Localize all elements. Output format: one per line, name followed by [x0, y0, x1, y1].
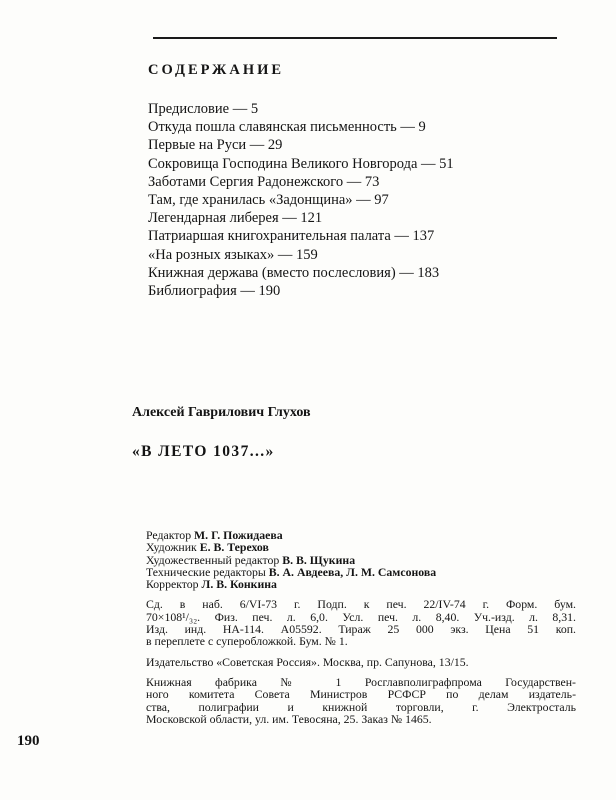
author-name: Алексей Гаврилович Глухов: [132, 405, 311, 420]
toc-heading: СОДЕРЖАНИЕ: [148, 62, 285, 78]
print-detail-line: в переплете с суперобложкой. Бум. № 1.: [146, 634, 348, 649]
printer-info: [146, 676, 576, 725]
page-number: 190: [17, 733, 40, 749]
credit-person: М. Г. Пожидаева: [194, 528, 283, 542]
toc-item: Там, где хранилась «Задонщина» — 97: [148, 192, 389, 209]
credit-label: Художник: [146, 540, 200, 555]
credit-person: В. А. Авдеева, Л. М. Самсонова: [268, 564, 437, 579]
toc-item: Библиография — 190: [148, 283, 281, 300]
print-detail-line: Сд. в наб. 6/VI-73 г. Подп. к печ. 22/IV-74 г. Форм. бум.: [146, 597, 576, 612]
toc-item: Первые на Руси — 29: [148, 137, 283, 154]
toc-item: Патриаршая книгохранительная палата — 137: [148, 228, 435, 245]
toc-item: Заботами Сергия Радонежского — 73: [148, 173, 380, 190]
print-detail-line: 70×108¹/₃₂. Физ. печ. л. 6,0. Усл. печ. л. 8,40. Уч.-изд. л. 8,31.: [146, 609, 576, 624]
print-details: [146, 598, 576, 647]
credit-label: Редактор: [146, 528, 195, 542]
toc-item: Легендарная либерея — 121: [148, 210, 323, 227]
top-rule: [153, 37, 557, 39]
credit-person: Л. В. Конкина: [201, 577, 277, 592]
toc-item: «На розных языках» — 159: [148, 246, 318, 263]
print-detail-line: Изд. инд. НА-114. А05592. Тираж 25 000 экз. Цена 51 коп.: [146, 622, 576, 637]
book-title: «В ЛЕТО 1037...»: [132, 443, 275, 460]
toc-item: Книжная держава (вместо послесловия) — 183: [148, 264, 440, 281]
publisher-line: Издательство «Советская Россия». Москва, пр. Сапунова, 13/15.: [146, 654, 469, 669]
printer-line: ного комитета Совета Министров РСФСР по делам издатель-: [146, 687, 576, 702]
credit-label: Художественный редактор: [146, 552, 283, 567]
credits-block: [146, 529, 576, 590]
printer-line: Московской области, ул. им. Тевосяна, 25. Заказ № 1465.: [146, 711, 432, 726]
credit-proofreader: [146, 578, 576, 590]
printer-line: ства, полиграфии и книжной торговли, г. Электросталь: [146, 699, 576, 714]
printer-line: Книжная фабрика № 1 Росглавполиграфпрома Государствен-: [146, 674, 576, 689]
publisher-info: [146, 656, 576, 668]
colophon: [146, 529, 576, 733]
credit-person: Е. В. Терехов: [199, 540, 269, 555]
toc-list: [148, 100, 568, 300]
credit-person: В. В. Щукина: [282, 552, 356, 567]
toc-item: Предисловие — 5: [148, 101, 259, 117]
toc-item: Сокровища Господина Великого Новгорода — 51: [148, 155, 454, 172]
toc-item: Откуда пошла славянская письменность — 9: [148, 119, 426, 136]
credit-label: Корректор: [146, 577, 202, 592]
credit-label: Технические редакторы: [146, 564, 269, 579]
